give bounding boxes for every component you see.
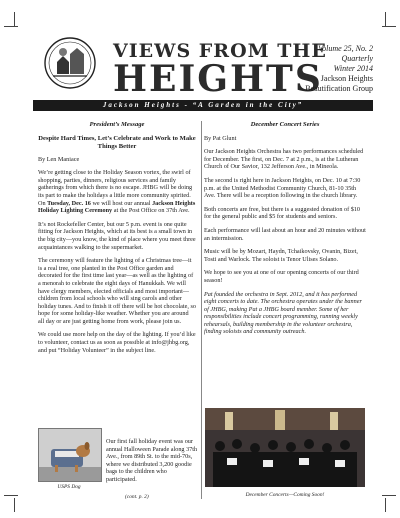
presidents-message-column — [38, 121, 196, 360]
photo-caption: USPS Dog — [57, 484, 81, 490]
concert-series-column — [204, 121, 366, 342]
text-run: we will host our annual — [90, 199, 153, 207]
paragraph: Our first fall holiday event was our annual Halloween Parade along 37th Ave., from 89th St. to the mid-70s, where we distributed 3,200 goodie bags to the children who participated. — [106, 438, 198, 483]
text-run: We’re getting close to the Holiday Season vortex, the swirl of shopping, parties, dinners, religious services and family gatherings from which there is no escape. JHBG will be doing its part to make the holidays a little more community spirited. On — [38, 169, 193, 207]
article-headline: Despite Hard Times, Let’s Celebrate and Work to Make Things Better — [38, 134, 196, 150]
title-line-1: VIEWS FROM THE — [113, 40, 327, 62]
text-run: at the Post Office on 37th Ave. — [112, 207, 190, 215]
event-date: Tuesday, Dec. 16 — [47, 199, 91, 207]
org-line-2: Beautification Group — [305, 84, 373, 93]
season: Winter 2014 — [333, 64, 373, 73]
crop-mark — [14, 498, 15, 512]
byline: By Len Maniace — [38, 155, 80, 163]
crop-mark — [4, 26, 18, 27]
concert-photo — [205, 408, 365, 487]
photo-caption: December Concerts—Coming Soon! — [245, 492, 325, 498]
event-name: Jackson Heights Holiday Lighting Ceremony — [38, 199, 196, 215]
orchestra-icon — [205, 408, 365, 487]
section-title: President’s Message — [89, 121, 145, 128]
continued-note: (cont. p. 2) — [125, 494, 149, 500]
crop-mark — [14, 12, 15, 26]
column-divider — [201, 121, 202, 499]
paragraph: We hope to see you at one of our opening concerts of our third season! — [204, 269, 359, 284]
section-title: December Concert Series — [250, 121, 320, 128]
frequency: Quarterly — [341, 54, 373, 63]
paragraph: It’s not Rockefeller Center, but our 5 p.m. event is one quite fitting for Jackson Heights, which at its best is a small town in the big city—you know, the kind of place where you meet three acquaintances walking to the supermarket. — [38, 220, 196, 251]
volume: Volume 25, No. 2 — [318, 44, 373, 53]
jhbg-logo-icon — [43, 36, 97, 90]
title-line-2: HEIGHTS — [113, 58, 323, 100]
issue-info — [283, 44, 373, 94]
usps-dog-photo — [38, 428, 102, 482]
crop-mark — [4, 495, 18, 496]
crop-mark — [385, 498, 386, 512]
paragraph: Music will be by Mozart, Haydn, Tchaikovsky, Ovanin, Bizet, Tosti and Warlock. The soloist is Tenor Ulises Solano. — [204, 248, 358, 263]
paragraph: The ceremony will feature the lighting of a Christmas tree—it is a real tree, one planted in the Post Office garden and decorated for the first time last year—as well as the lighting of a menorah to celebrate the eight days of Hanukkah. We will have clergy members, elected officials and most important—children from local schools who will sing carols and other holiday tunes. And to finish it off there will be hot chocolate, so hope for some holiday-like weather. Whether you are around all day or are just getting home from work, please join us. — [38, 257, 196, 325]
paragraph: The second is right here in Jackson Heights, on Dec. 10 at 7:30 p.m. at the United Methodist Community Church, 81-10 35th Ave. There will be a reception following in the church library. — [204, 176, 361, 200]
author-note: Pat founded the orchestra in Sept. 2012, and it has performed eight concerts to date. The orchestra operates under the banner of JHBG, making Pat a JHBG board member. Some of her responsibilities include concert programming, running weekly rehearsals, building membership in the volunteer orchestra, finding soloists and community outreach. — [204, 290, 362, 336]
org-line-1: Jackson Heights — [320, 74, 373, 83]
dog-icon — [39, 429, 101, 481]
paragraph: Both concerts are free, but there is a suggested donation of $10 for the general public and $5 for students and seniors. — [204, 205, 361, 221]
paragraph: We could use more help on the day of the lighting. If you’d like to volunteer, contact us as soon as possible at info@jhbg.org, and put “Holiday Volunteer” in the subject line. — [38, 331, 196, 354]
tagline-banner: Jackson Heights - “A Garden in the City” — [33, 100, 373, 111]
crop-mark — [385, 12, 386, 26]
paragraph: Our Jackson Heights Orchestra has two performances scheduled for December. The first, on Dec. 7 at 2 p.m., is at the Lutheran Church of Our Savior, 132 Jefferson Ave., in Mineola. — [204, 148, 364, 171]
paragraph: Each performance will last about an hour and 20 minutes without an intermission. — [204, 226, 366, 242]
crop-mark — [382, 26, 396, 27]
crop-mark — [382, 495, 396, 496]
byline: By Pat Glunt — [204, 134, 237, 142]
paragraph — [38, 169, 196, 215]
